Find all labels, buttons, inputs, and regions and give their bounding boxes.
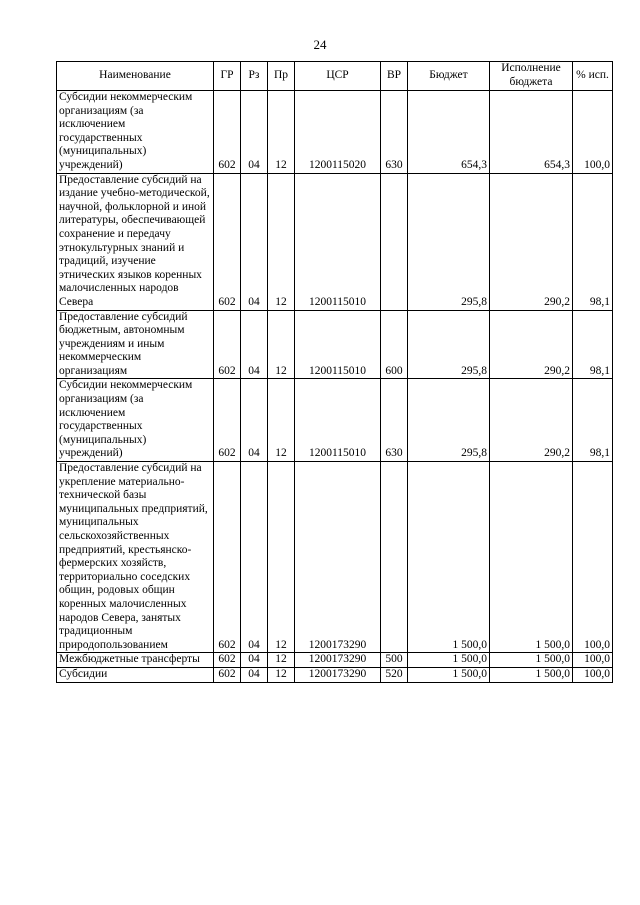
row-vr: 630	[381, 91, 408, 174]
row-csr: 1200115010	[295, 310, 381, 379]
row-pr: 12	[268, 91, 295, 174]
row-rz: 04	[241, 310, 268, 379]
row-percent: 100,0	[573, 462, 613, 653]
table-row	[57, 173, 613, 310]
header-csr: ЦСР	[295, 62, 381, 91]
table-row	[57, 310, 613, 379]
row-rz: 04	[241, 653, 268, 668]
row-vr: 600	[381, 310, 408, 379]
row-gr: 602	[214, 310, 241, 379]
header-execution: Исполнение бюджета	[490, 62, 573, 91]
row-name: Предоставление субсидий на укрепление материально-технической базы муниципальных предприятий, муниципальных сельскохозяйственных предприятий, крестьянско-фермерских хозяйств, территориально соседских общин, родовых общин коренных малочисленных народов Севера, занятых традиционным природопользованием	[57, 462, 214, 653]
row-execution: 1 500,0	[490, 462, 573, 653]
row-execution: 290,2	[490, 310, 573, 379]
row-percent: 100,0	[573, 653, 613, 668]
row-gr: 602	[214, 91, 241, 174]
row-pr: 12	[268, 462, 295, 653]
row-budget: 654,3	[408, 91, 490, 174]
row-name: Межбюджетные трансферты	[57, 653, 214, 668]
row-percent: 98,1	[573, 379, 613, 462]
row-name: Субсидии некоммерческим организациям (за исключением государственных (муниципальных) учреждений)	[57, 91, 214, 174]
row-execution: 290,2	[490, 379, 573, 462]
header-rz: Рз	[241, 62, 268, 91]
header-percent: % исп.	[573, 62, 613, 91]
row-vr: 520	[381, 667, 408, 682]
budget-table	[56, 61, 613, 683]
row-name: Субсидии некоммерческим организациям (за исключением государственных (муниципальных) учреждений)	[57, 379, 214, 462]
row-csr: 1200115020	[295, 91, 381, 174]
row-vr	[381, 462, 408, 653]
row-csr: 1200173290	[295, 462, 381, 653]
table-row	[57, 379, 613, 462]
row-execution: 290,2	[490, 173, 573, 310]
row-budget: 295,8	[408, 379, 490, 462]
row-execution: 654,3	[490, 91, 573, 174]
row-gr: 602	[214, 462, 241, 653]
row-csr: 1200173290	[295, 653, 381, 668]
header-vr: ВР	[381, 62, 408, 91]
row-percent: 98,1	[573, 310, 613, 379]
row-execution: 1 500,0	[490, 667, 573, 682]
row-vr: 500	[381, 653, 408, 668]
row-budget: 295,8	[408, 173, 490, 310]
table-row	[57, 91, 613, 174]
table-row	[57, 667, 613, 682]
table-row	[57, 462, 613, 653]
row-gr: 602	[214, 667, 241, 682]
row-rz: 04	[241, 462, 268, 653]
row-pr: 12	[268, 173, 295, 310]
row-gr: 602	[214, 173, 241, 310]
row-vr	[381, 173, 408, 310]
row-execution: 1 500,0	[490, 653, 573, 668]
page-number: 24	[313, 37, 327, 52]
row-rz: 04	[241, 173, 268, 310]
table-row	[57, 653, 613, 668]
row-percent: 100,0	[573, 91, 613, 174]
header-pr: Пр	[268, 62, 295, 91]
row-csr: 1200173290	[295, 667, 381, 682]
row-rz: 04	[241, 379, 268, 462]
row-gr: 602	[214, 653, 241, 668]
row-pr: 12	[268, 653, 295, 668]
row-csr: 1200115010	[295, 379, 381, 462]
header-row	[57, 62, 613, 91]
row-percent: 100,0	[573, 667, 613, 682]
row-csr: 1200115010	[295, 173, 381, 310]
row-pr: 12	[268, 310, 295, 379]
row-rz: 04	[241, 667, 268, 682]
row-percent: 98,1	[573, 173, 613, 310]
row-budget: 295,8	[408, 310, 490, 379]
header-gr: ГР	[214, 62, 241, 91]
row-name: Предоставление субсидий на издание учебно-методической, научной, фольклорной и иной литературы, обеспечивающей сохранение и передачу этнокультурных знаний и традиций, изучение этнических языков коренных малочисленных народов Севера	[57, 173, 214, 310]
row-pr: 12	[268, 379, 295, 462]
row-gr: 602	[214, 379, 241, 462]
row-budget: 1 500,0	[408, 667, 490, 682]
row-name: Предоставление субсидий бюджетным, автономным учреждениям и иным некоммерческим организациям	[57, 310, 214, 379]
row-budget: 1 500,0	[408, 653, 490, 668]
header-budget: Бюджет	[408, 62, 490, 91]
row-rz: 04	[241, 91, 268, 174]
row-name: Субсидии	[57, 667, 214, 682]
row-pr: 12	[268, 667, 295, 682]
row-budget: 1 500,0	[408, 462, 490, 653]
header-name: Наименование	[57, 62, 214, 91]
row-vr: 630	[381, 379, 408, 462]
